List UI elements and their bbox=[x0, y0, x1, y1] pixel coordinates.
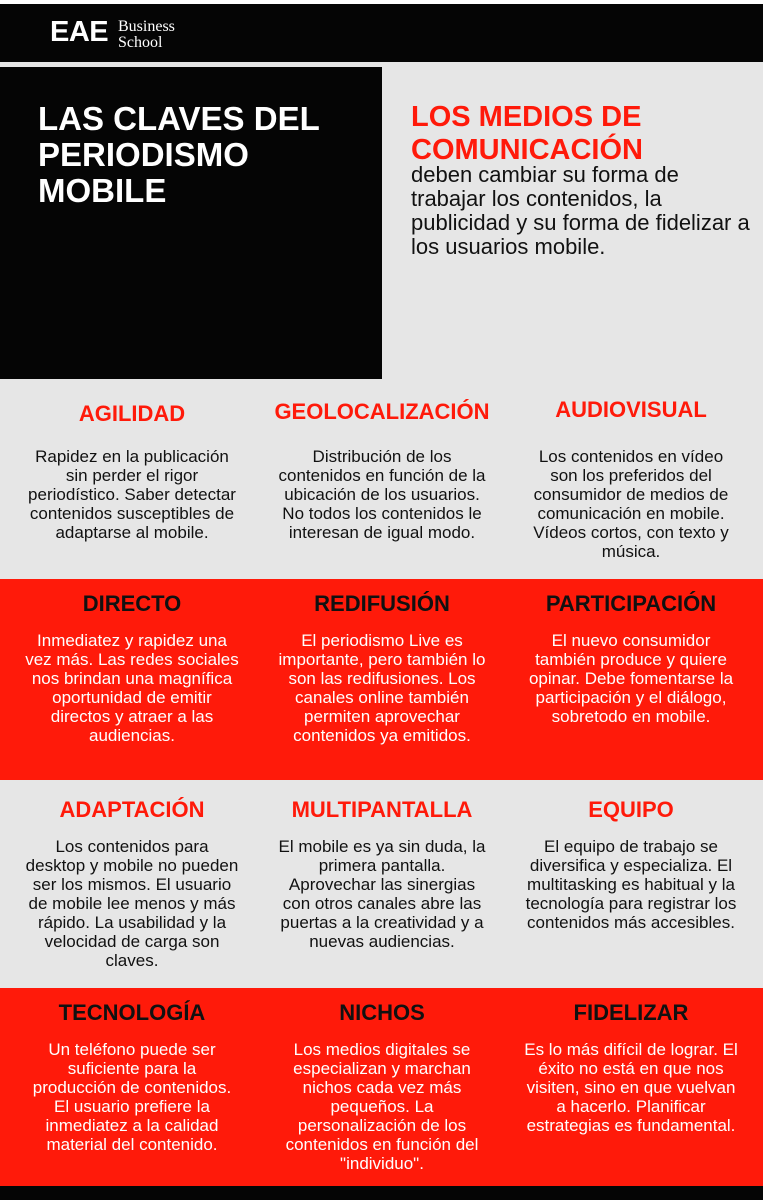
page-title: LAS CLAVES DEL PERIODISMO MOBILE bbox=[38, 100, 320, 209]
key-title: AUDIOVISUAL bbox=[555, 397, 707, 422]
key-description: Es lo más difícil de lograr. El éxito no está en que nos visiten, sino en que vuelvan a hacerlo. Planificar estrategias es fundamental. bbox=[524, 1040, 738, 1135]
keys-row-2 bbox=[0, 579, 763, 780]
intro-text: deben cambiar su forma de trabajar los contenidos, la publicidad y su forma de fidelizar a los usuarios mobile. bbox=[411, 162, 750, 259]
logo-text-line1: Business bbox=[118, 18, 175, 35]
keys-row-3 bbox=[0, 780, 763, 988]
key-description: Los contenidos para desktop y mobile no pueden ser los mismos. El usuario de mobile lee menos y más rápido. La usabilidad y la velocidad de carga son claves. bbox=[25, 837, 239, 970]
key-description: Distribución de los contenidos en función de la ubicación de los usuarios. No todos los contenidos le interesan de igual modo. bbox=[278, 447, 486, 542]
key-title: AGILIDAD bbox=[78, 401, 186, 426]
key-title: DIRECTO bbox=[82, 591, 182, 616]
key-description: El equipo de trabajo se diversifica y especializa. El multitasking es habitual y la tecnología para registrar los contenidos más accesibles. bbox=[525, 837, 737, 932]
key-description: Un teléfono puede ser suficiente para la producción de contenidos. El usuario prefiere la inmediatez a la calidad material del contenido. bbox=[32, 1040, 232, 1154]
bottom-bar bbox=[0, 1186, 763, 1200]
key-title: MULTIPANTALLA bbox=[291, 797, 473, 822]
key-description: El periodismo Live es importante, pero también lo son las redifusiones. Los canales online también permiten aprovechar contenidos ya emitidos. bbox=[278, 631, 486, 745]
logo-text bbox=[118, 19, 175, 51]
key-title: TECNOLOGÍA bbox=[58, 1000, 206, 1025]
logo-text-line2: School bbox=[118, 34, 163, 51]
intro-highlight: LOS MEDIOS DE COMUNICACIÓN bbox=[411, 101, 643, 166]
eae-logo: EAE bbox=[50, 16, 109, 48]
key-description: El mobile es ya sin duda, la primera pantalla. Aprovechar las sinergias con otros canales abre las puertas a la creatividad y a nuevas audiencias. bbox=[278, 837, 486, 951]
key-description: Los contenidos en vídeo son los preferidos del consumidor de medios de comunicación en mobile. Vídeos cortos, con texto y música. bbox=[533, 447, 729, 561]
top-bar bbox=[0, 0, 763, 62]
key-title: FIDELIZAR bbox=[573, 1000, 689, 1025]
key-title: ADAPTACIÓN bbox=[59, 797, 205, 822]
key-title: REDIFUSIÓN bbox=[314, 591, 450, 616]
key-description: El nuevo consumidor también produce y quiere opinar. Debe fomentarse la participación y el diálogo, sobretodo en mobile. bbox=[528, 631, 734, 726]
hero-title-panel bbox=[0, 67, 382, 379]
hero-intro-panel bbox=[382, 67, 763, 379]
key-title: EQUIPO bbox=[588, 797, 674, 822]
key-description: Rapidez en la publicación sin perder el rigor periodístico. Saber detectar contenidos susceptibles de adaptarse al mobile. bbox=[28, 447, 236, 542]
keys-row-4 bbox=[0, 988, 763, 1186]
key-description: Los medios digitales se especializan y marchan nichos cada vez más pequeños. La personalización de los contenidos en función del "individuo". bbox=[285, 1040, 479, 1173]
key-description: Inmediatez y rapidez una vez más. Las redes sociales nos brindan una magnífica oportunidad de emitir directos y atraer a las audiencias. bbox=[25, 631, 239, 745]
key-title: NICHOS bbox=[339, 1000, 425, 1025]
key-title: GEOLOCALIZACIÓN bbox=[274, 399, 490, 424]
key-title: PARTICIPACIÓN bbox=[545, 591, 717, 616]
keys-row-1 bbox=[0, 379, 763, 579]
